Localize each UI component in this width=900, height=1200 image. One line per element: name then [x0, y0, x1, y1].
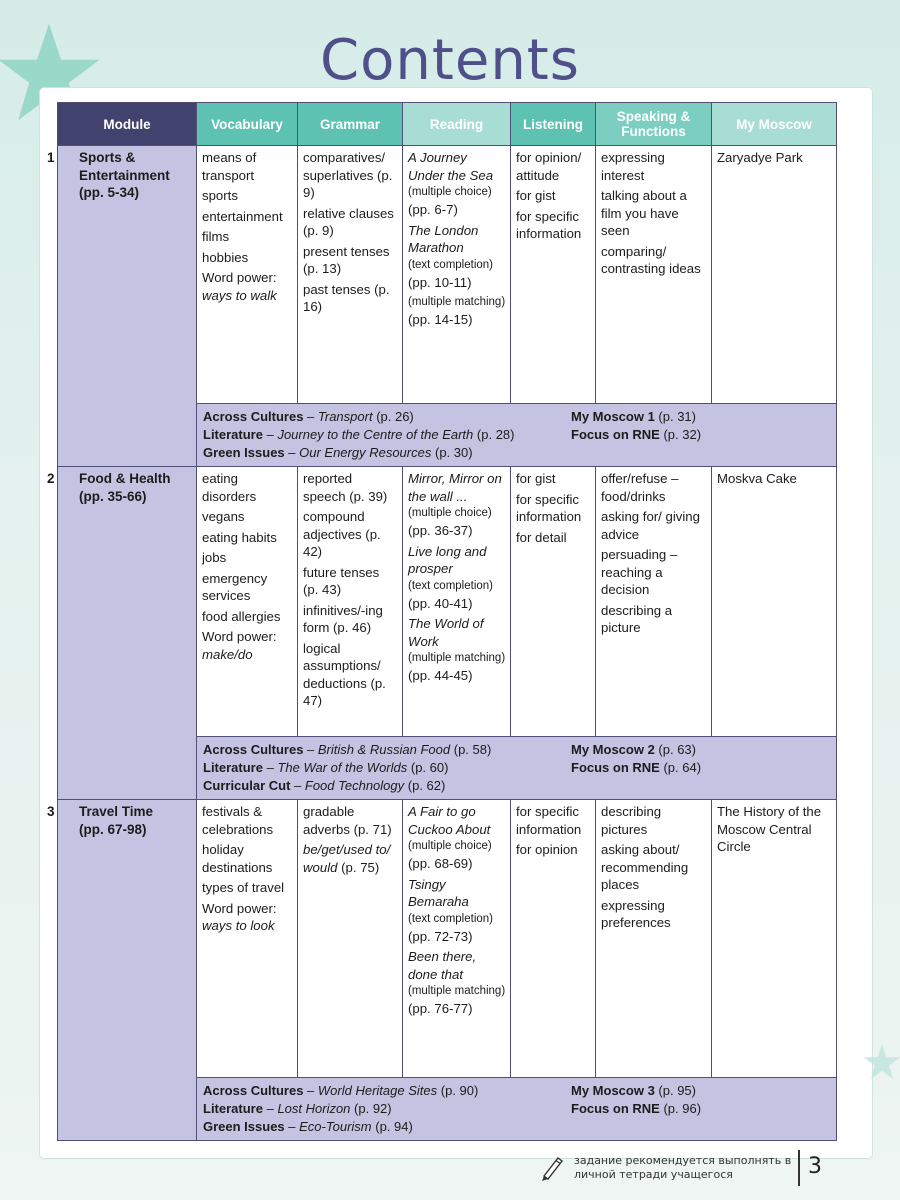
- reading-pages: (pp. 36-37): [408, 523, 473, 538]
- note-text: задание рекомендуется выполнять в личной тетради учащегося: [574, 1154, 792, 1181]
- grammar-item: future tenses (p. 43): [303, 564, 380, 597]
- footer-label: My Moscow 3: [571, 1083, 655, 1098]
- reading-pages: (pp. 44-45): [408, 668, 473, 683]
- reading-pages: (pp. 76-77): [408, 1001, 473, 1016]
- reading-pages: (pp. 10-11): [408, 274, 472, 290]
- vocab-item: entertainment: [202, 208, 283, 224]
- listening-cell: [511, 146, 596, 404]
- grammar-item: compound adjectives (p. 42): [303, 509, 381, 559]
- module-footer: Across Cultures – Transport (p. 26) Literature – Journey to the Centre of the Earth (p. 28) Green Issues – Our Energy Resources (p. 30) My Moscow 1 (p. 31) Focus on RNE (p. 32): [197, 404, 837, 467]
- reading-title: The London Marathon: [408, 222, 479, 255]
- module-number: 3: [47, 804, 55, 819]
- page-number: 3: [798, 1150, 838, 1186]
- module-name: Sports & Entertainment: [79, 150, 170, 183]
- vocab-item: means of transport: [202, 150, 257, 183]
- footer-page: (p. 30): [434, 445, 473, 460]
- footer-label: Green Issues: [203, 1119, 285, 1134]
- reading-cell: [403, 800, 511, 1078]
- moscow-cell: The History of the Moscow Central Circle: [712, 800, 837, 1078]
- listening-cell: [511, 467, 596, 737]
- footer-page: (p. 64): [663, 760, 702, 775]
- speaking-item: describing a picture: [601, 602, 673, 635]
- module-name: Travel Time: [79, 804, 154, 819]
- listening-item: for specific information: [516, 491, 582, 524]
- footer-label: Across Cultures: [203, 742, 304, 757]
- word-power-label: Word power:: [202, 629, 277, 644]
- vocabulary-cell: [197, 146, 298, 404]
- page-title: Contents: [320, 28, 580, 93]
- speaking-item: offer/refuse – food/drinks: [601, 471, 679, 504]
- footer-title: Eco-Tourism: [299, 1119, 372, 1134]
- footer-label: Focus on RNE: [571, 760, 660, 775]
- footer-page: (p. 32): [663, 427, 702, 442]
- vocab-item: vegans: [202, 509, 245, 524]
- reading-title: Tsingy Bemaraha: [408, 876, 469, 909]
- grammar-item: comparatives/ superlatives (p. 9): [303, 150, 393, 200]
- footer-label: Curricular Cut: [203, 778, 291, 793]
- module-row: [58, 800, 837, 1078]
- vocab-item: eating habits: [202, 529, 277, 545]
- footer-page: (p. 26): [376, 409, 414, 424]
- footer-title: Food Technology: [304, 778, 405, 793]
- footer-label: Focus on RNE: [571, 427, 660, 442]
- speaking-item: describing pictures: [601, 804, 662, 837]
- header-row: [58, 103, 837, 146]
- vocab-item: food allergies: [202, 608, 281, 624]
- reading-title: Been there, done that: [408, 949, 477, 982]
- module-cell: [47, 800, 197, 1141]
- vocabulary-cell: [197, 467, 298, 737]
- reading-type: (text completion): [408, 579, 494, 592]
- footer-title: World Heritage Sites: [317, 1083, 438, 1098]
- reading-pages: (pp. 6-7): [408, 202, 458, 217]
- word-power-value: make/do: [202, 646, 253, 662]
- grammar-cell: [298, 146, 403, 404]
- grammar-item: reported speech (p. 39): [303, 471, 388, 504]
- footer-title: British & Russian Food: [317, 742, 451, 757]
- grammar-item: relative clauses (p. 9): [303, 205, 394, 238]
- footer-title: Lost Horizon: [277, 1101, 351, 1116]
- vocabulary-cell: [197, 800, 298, 1078]
- speaking-cell: [596, 146, 712, 404]
- footer-label: My Moscow 2: [571, 742, 655, 757]
- footer-page: (p. 90): [440, 1083, 479, 1098]
- reading-pages: (pp. 72-73): [408, 928, 473, 944]
- footer-page: (p. 62): [407, 778, 446, 793]
- reading-type: (multiple matching): [408, 985, 506, 997]
- module-cell: [47, 467, 197, 800]
- vocab-item: festivals & celebrations: [202, 804, 274, 837]
- module-pages: (pp. 35-66): [79, 488, 147, 504]
- vocab-item: eating disorders: [202, 471, 257, 504]
- grammar-item: present tenses (p. 13): [303, 243, 390, 276]
- vocab-item: films: [202, 229, 230, 244]
- footer-page: (p. 96): [663, 1101, 702, 1116]
- reading-type: (multiple matching): [408, 652, 506, 664]
- footer-page: (p. 28): [476, 427, 515, 442]
- reading-title: Live long and prosper: [408, 543, 487, 576]
- footer-label: Literature: [203, 760, 263, 775]
- grammar-item: infinitives/-ing form (p. 46): [303, 602, 383, 635]
- footer-label: My Moscow 1: [571, 409, 655, 424]
- reading-type: (multiple choice): [408, 507, 492, 519]
- footer-label: Green Issues: [203, 445, 285, 460]
- footer-title: Transport: [317, 409, 373, 424]
- footer-page: (p. 60): [410, 760, 449, 775]
- listening-cell: [511, 800, 596, 1078]
- contents-table: [47, 102, 837, 1141]
- pencil-icon: [540, 1154, 566, 1182]
- footer-label: Focus on RNE: [571, 1101, 660, 1116]
- footer-label: Literature: [203, 1101, 263, 1116]
- listening-item: for specific information: [516, 804, 582, 837]
- reading-title: The World of Work: [408, 616, 484, 649]
- header-reading: Reading: [403, 103, 511, 146]
- listening-item: for opinion: [516, 842, 578, 857]
- reading-type: (text completion): [408, 912, 494, 925]
- listening-item: for specific information: [516, 208, 582, 241]
- moscow-cell: Moskva Cake: [712, 467, 837, 737]
- listening-item: for opinion/ attitude: [516, 150, 582, 183]
- header-grammar: Grammar: [298, 103, 403, 146]
- grammar-cell: [298, 467, 403, 737]
- listening-item: for detail: [516, 529, 567, 545]
- grammar-item: past tenses (p. 16): [303, 281, 390, 314]
- speaking-item: talking about a film you have seen: [601, 188, 687, 238]
- speaking-item: asking for/ giving advice: [601, 509, 700, 542]
- vocab-item: jobs: [202, 550, 227, 565]
- reading-pages: (pp. 40-41): [408, 595, 473, 611]
- header-module: Module: [58, 103, 197, 146]
- footer-label: Across Cultures: [203, 1083, 304, 1098]
- footer-page: (p. 31): [658, 409, 696, 424]
- header-listening: Listening: [511, 103, 596, 146]
- footer-label: Across Cultures: [203, 409, 304, 424]
- speaking-item: expressing interest: [601, 150, 665, 183]
- speaking-item: asking about/ recommending places: [601, 842, 689, 892]
- grammar-item: gradable adverbs (p. 71): [303, 804, 392, 837]
- listening-item: for gist: [516, 188, 556, 203]
- footer-page: (p. 95): [658, 1083, 696, 1098]
- vocab-item: holiday destinations: [202, 842, 273, 875]
- footer-title: Our Energy Resources: [299, 445, 432, 460]
- reading-pages: (pp. 14-15): [408, 312, 473, 327]
- module-row: [58, 467, 837, 737]
- star-small-decoration-icon: [862, 1042, 900, 1082]
- reading-pages: (pp. 68-69): [408, 856, 473, 871]
- vocab-item: types of travel: [202, 880, 285, 895]
- header-speaking: Speaking & Functions: [596, 103, 712, 146]
- module-row: [58, 146, 837, 404]
- footer-page: (p. 63): [658, 742, 696, 757]
- module-footer: Across Cultures – British & Russian Food (p. 58) Literature – The War of the Worlds (p. 60) Curricular Cut – Food Technology (p. 62) My Moscow 2 (p. 63) Focus on RNE (p. 64): [197, 737, 837, 800]
- footer-title: Journey to the Centre of the Earth: [277, 427, 474, 442]
- reading-type: (multiple choice): [408, 186, 492, 198]
- vocab-item: sports: [202, 188, 238, 203]
- listening-item: for gist: [516, 471, 556, 486]
- speaking-item: expressing preferences: [601, 897, 671, 930]
- grammar-item-italic: be/get/used to/ would: [303, 842, 391, 875]
- speaking-cell: [596, 800, 712, 1078]
- module-pages: (pp. 5-34): [79, 185, 140, 200]
- footer-page: (p. 94): [375, 1119, 413, 1134]
- vocab-item: emergency services: [202, 570, 268, 603]
- word-power-value: ways to walk: [202, 287, 277, 303]
- word-power-label: Word power:: [202, 900, 277, 916]
- reading-type: (text completion): [408, 258, 494, 271]
- module-number: 1: [47, 150, 55, 165]
- speaking-item: persuading – reaching a decision: [601, 547, 678, 597]
- module-cell: [47, 146, 197, 467]
- module-footer: Across Cultures – World Heritage Sites (p. 90) Literature – Lost Horizon (p. 92) Green Issues – Eco-Tourism (p. 94) My Moscow 3 (p. 95) Focus on RNE (p. 96): [197, 1078, 837, 1141]
- reading-cell: [403, 146, 511, 404]
- footer-page: (p. 58): [453, 742, 492, 757]
- module-name: Food & Health: [79, 471, 171, 486]
- grammar-item: logical assumptions/ deductions (p. 47): [303, 640, 386, 708]
- header-vocabulary: Vocabulary: [197, 103, 298, 146]
- module-pages: (pp. 67-98): [79, 821, 147, 837]
- reading-cell: [403, 467, 511, 737]
- footer-page: (p. 92): [354, 1101, 392, 1116]
- word-power-label: Word power:: [202, 270, 277, 285]
- reading-type: (multiple matching): [408, 296, 506, 308]
- grammar-item-page: (p. 75): [341, 859, 380, 875]
- moscow-cell: Zaryadye Park: [712, 146, 837, 404]
- footer-title: The War of the Worlds: [277, 760, 408, 775]
- reading-title: Mirror, Mirror on the wall ...: [408, 471, 502, 504]
- reading-title: A Fair to go Cuckoo About: [408, 804, 491, 837]
- grammar-cell: [298, 800, 403, 1078]
- speaking-cell: [596, 467, 712, 737]
- reading-title: A Journey Under the Sea: [408, 150, 494, 183]
- module-number: 2: [47, 471, 55, 486]
- reading-type: (multiple choice): [408, 840, 492, 852]
- word-power-value: ways to look: [202, 918, 275, 933]
- header-moscow: My Moscow: [712, 103, 837, 146]
- speaking-item: comparing/ contrasting ideas: [601, 243, 701, 276]
- vocab-item: hobbies: [202, 249, 249, 265]
- footer-label: Literature: [203, 427, 263, 442]
